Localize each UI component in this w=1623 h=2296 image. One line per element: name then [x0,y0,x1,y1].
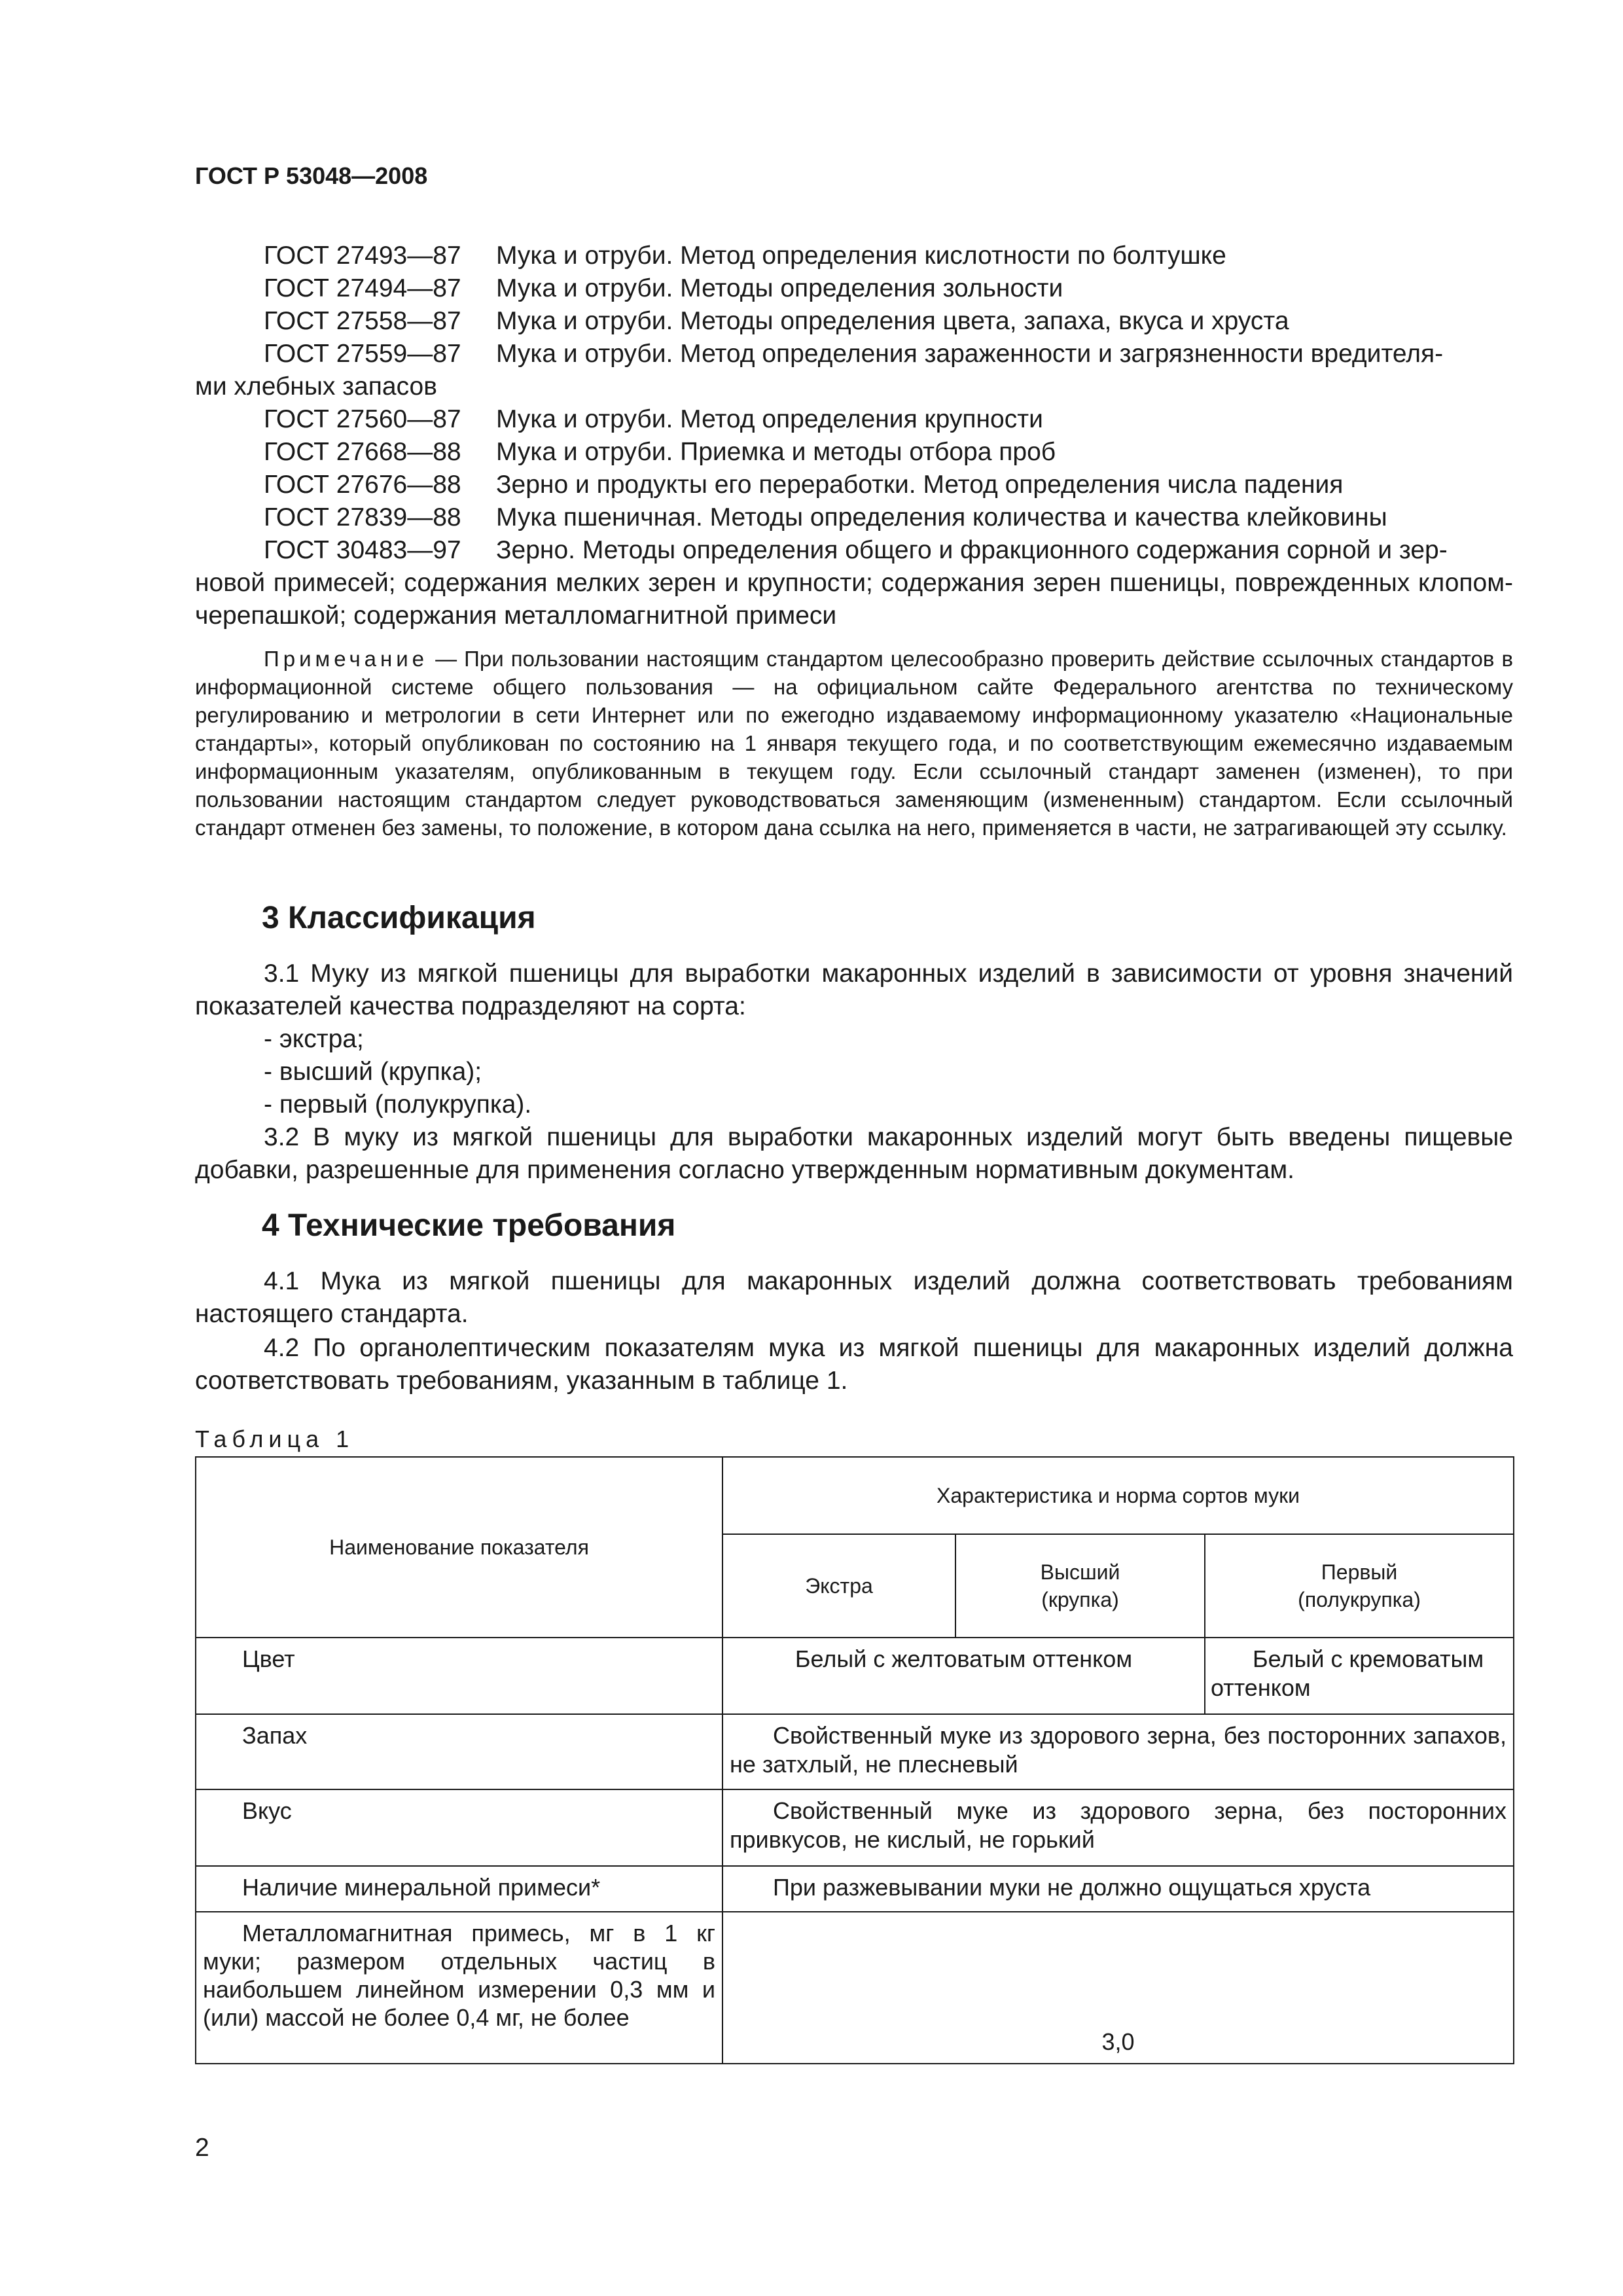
reference-number: ГОСТ 27559—87 [264,340,461,368]
reference-number: ГОСТ 27668—88 [264,438,461,466]
table-row [196,1638,1514,1714]
table-header-row [196,1457,1514,1534]
reference-title: Мука и отруби. Методы определения зольности [496,274,1063,302]
table-row [196,1789,1514,1866]
header-first-line1: Первый [1321,1560,1398,1584]
note-text: — При пользовании настоящим стандартом целесообразно проверить действие ссылочных стандартов в информационной системе общего пользования — на официальном сайте Федерального агентства по техническому регулированию и метрологии в сети Интернет или по ежегодно издаваемому информационному указателю «Национальные стандарты», который опубликован по состоянию на 1 января текущего года, и по соответствующим ежемесячно издаваемым информационным указателям, опубликованным в текущем году. Если ссылочный стандарт заменен (изменен), то при пользовании настоящим стандартом следует руководствоваться заменяющим (измененным) стандартом. Если ссылочный стандарт отменен без замены, то положение, в котором дана ссылка на него, применяется в части, не затрагивающей эту ссылку. [195,647,1513,840]
row-indicator [196,1912,722,2064]
section-3-title: 3 Классификация [262,901,536,935]
note-paragraph [195,645,1513,842]
grade-list-item: - первый (полукрупка). [264,1090,532,1119]
reference-item [195,338,1513,370]
reference-title: Мука и отруби. Приемка и методы отбора проб [496,438,1056,466]
header-first-line2: (полукрупка) [1298,1588,1421,1611]
row-indicator-text: Металломагнитная примесь, мг в 1 кг муки; размером отдельных частиц в наибольшем линейном измерении 0,3 мм и (или) массой не более 0,4 мг, не более [203,1920,715,2031]
grade-list-item: - экстра; [264,1025,364,1053]
row-value [722,1714,1514,1789]
header-high-line1: Высший [1040,1560,1120,1584]
row-value [1205,1638,1514,1714]
row-indicator: Вкус [196,1789,722,1866]
reference-number: ГОСТ 27558—87 [264,307,461,335]
reference-title: Мука и отруби. Метод определения зараженности и загрязненности вредителя- [496,340,1444,368]
row-value-text: Свойственный муке из здорового зерна, без посторонних привкусов, не кислый, не горький [730,1797,1507,1853]
row-value-text: При разжевывании муки не должно ощущаться хруста [773,1874,1371,1901]
reference-title: Зерно. Методы определения общего и фракционного содержания сорной и зер- [496,536,1448,564]
table-caption: Таблица 1 [195,1426,355,1452]
reference-item [195,403,1513,436]
reference-continuation: ми хлебных запасов [195,372,437,401]
header-grade-group: Характеристика и норма сортов муки [722,1457,1514,1534]
reference-number: ГОСТ 30483—97 [264,536,461,564]
reference-item [195,305,1513,338]
section-4-title: 4 Технические требования [262,1208,676,1243]
document-header: ГОСТ Р 53048—2008 [195,162,428,189]
header-indicator-name: Наименование показателя [196,1457,722,1638]
reference-item [195,272,1513,305]
reference-title: Мука и отруби. Методы определения цвета, запаха, вкуса и хруста [496,307,1289,335]
row-value-text: Свойственный муке из здорового зерна, без посторонних запахов, не затхлый, не плесневый [730,1722,1507,1778]
header-extra: Экстра [722,1534,955,1638]
reference-continuation: новой примесей; содержания мелких зерен и крупности; содержания зерен пшеницы, поврежденных клопом-черепашкой; содержания металломагнитной примеси [195,569,1513,630]
header-high-line2: (крупка) [1041,1588,1119,1611]
reference-title: Зерно и продукты его переработки. Метод определения числа падения [496,471,1344,499]
header-first [1205,1534,1514,1638]
reference-item [195,469,1513,501]
row-value: Белый с желтоватым оттенком [722,1638,1205,1714]
reference-item [195,501,1513,534]
reference-number: ГОСТ 27560—87 [264,405,461,433]
table-row [196,1866,1514,1912]
row-indicator: Наличие минеральной примеси* [196,1866,722,1912]
page-number: 2 [195,2134,209,2162]
header-high [955,1534,1205,1638]
paragraph-4-2: 4.2 По органолептическим показателям мука из мягкой пшеницы для макаронных изделий должна соответствовать требованиям, указанным в таблице 1. [195,1334,1513,1395]
row-indicator: Цвет [196,1638,722,1714]
reference-number: ГОСТ 27494—87 [264,274,461,302]
row-value [722,1866,1514,1912]
reference-item [195,534,1513,567]
note-label: Примечание [264,647,429,671]
reference-title: Мука пшеничная. Методы определения количества и качества клейковины [496,503,1387,531]
table-1 [195,1456,1514,2064]
reference-list [195,240,1513,632]
reference-title: Мука и отруби. Метод определения кислотности по болтушке [496,242,1226,270]
row-value-text: Белый с кремоватым оттенком [1211,1645,1484,1701]
paragraph-3-1: 3.1 Муку из мягкой пшеницы для выработки макаронных изделий в зависимости от уровня значений показателей качества подразделяют на сорта: [195,960,1513,1020]
row-value [722,1789,1514,1866]
reference-title: Мука и отруби. Метод определения крупности [496,405,1043,433]
table-row [196,1714,1514,1789]
reference-number: ГОСТ 27493—87 [264,242,461,270]
reference-item [195,240,1513,272]
reference-number: ГОСТ 27676—88 [264,471,461,499]
paragraph-4-1: 4.1 Мука из мягкой пшеницы для макаронных изделий должна соответствовать требованиям настоящего стандарта. [195,1267,1513,1328]
reference-item [195,436,1513,469]
grade-list-item: - высший (крупка); [264,1058,482,1086]
reference-number: ГОСТ 27839—88 [264,503,461,531]
paragraph-3-2: 3.2 В муку из мягкой пшеницы для выработки макаронных изделий могут быть введены пищевые добавки, разрешенные для применения согласно утвержденным нормативным документам. [195,1123,1513,1184]
row-value: 3,0 [722,1912,1514,2064]
row-indicator: Запах [196,1714,722,1789]
table-row [196,1912,1514,2064]
